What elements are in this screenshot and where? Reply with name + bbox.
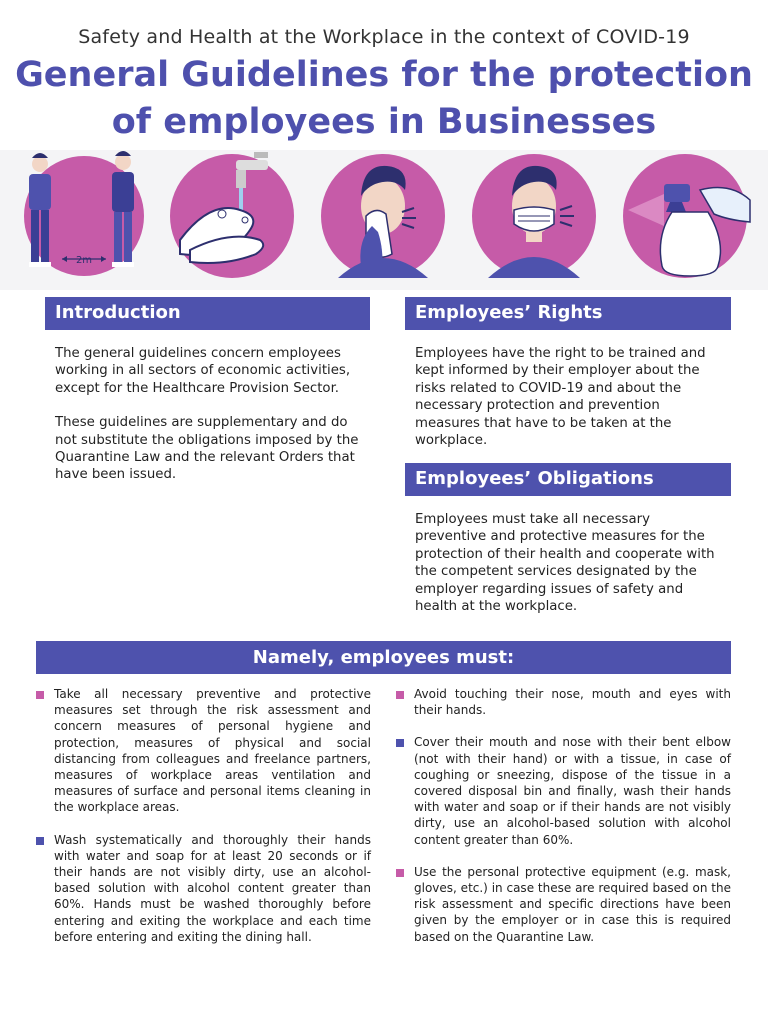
bullet-list-left	[36, 686, 371, 945]
list-item-text: Take all necessary preventive and protective measures set through the risk assessment and concern measures of personal hygiene and protection, measures of physical and social distancing from colleagues and freelance partners, measures of workplace areas ventilation and measures of surface and personal items cleaning in the workplace areas.	[54, 687, 371, 815]
rights-heading: Employees’ Rights	[405, 297, 731, 330]
list-item-text: Avoid touching their nose, mouth and eyes with their hands.	[414, 687, 731, 718]
obligations-text	[415, 511, 725, 632]
list-item	[36, 832, 371, 945]
bullet-square-icon	[396, 739, 404, 747]
subtitle: Safety and Health at the Workplace in the context of COVID-19	[78, 26, 690, 48]
title-line-1: General Guidelines for the protection	[15, 55, 753, 95]
list-item	[36, 686, 371, 816]
bullet-square-icon	[396, 869, 404, 877]
list-item	[396, 686, 731, 718]
introduction-heading: Introduction	[45, 297, 370, 330]
rights-paragraph: Employees have the right to be trained and kept informed by their employer about the risks related to COVID-19 and about the necessary protection and prevention measures that have to be taken at the workplace.	[415, 346, 706, 449]
introduction-paragraph: The general guidelines concern employees working in all sectors of economic activities, except for the Healthcare Provision Sector.	[55, 346, 351, 396]
list-item	[396, 864, 731, 945]
obligations-heading: Employees’ Obligations	[405, 463, 731, 496]
introduction-paragraph: These guidelines are supplementary and do not substitute the obligations imposed by the Quarantine Law and the relevant Orders that have been issued.	[55, 415, 359, 483]
rights-text	[415, 345, 725, 466]
title-line-2: of employees in Businesses	[111, 102, 657, 142]
introduction-text	[55, 345, 365, 501]
distance-label: 2m	[75, 255, 93, 266]
list-item-text: Cover their mouth and nose with their bent elbow (not with their hand) or with a tissue, in case of coughing or sneezing, dispose of the tissue in a covered disposal bin and finally, wash their hands with water and soap or if their hands are not visibly dirty, use an alcohol-based solution with alcohol content greater than 60%.	[414, 735, 731, 847]
list-item	[396, 734, 731, 847]
cover-sneeze-icon	[321, 154, 445, 278]
bullet-square-icon	[36, 837, 44, 845]
obligations-paragraph: Employees must take all necessary preventive and protective measures for the protection of their health and cooperate with the competent services designated by the employer regarding issues of safety and health at the workplace.	[415, 512, 715, 615]
namely-heading: Namely, employees must:	[36, 641, 731, 674]
face-mask-icon	[472, 154, 596, 278]
list-item-text: Wash systematically and thoroughly their hands with water and soap for at least 20 seconds or if their hands are not visibly dirty, use an alcohol-based solution with alcohol content greater than 60%. Hands must be washed thoroughly before entering and exiting the workplace and each time before entering and exiting the dining hall.	[54, 832, 371, 944]
icon-strip	[0, 150, 768, 290]
bullet-list-right	[396, 686, 731, 945]
page-title	[0, 52, 768, 146]
bullet-square-icon	[396, 691, 404, 699]
bullet-square-icon	[36, 691, 44, 699]
list-item-text: Use the personal protective equipment (e.g. mask, gloves, etc.) in case these are required based on the risk assessment and specific directions have been given by the employer or in case this is required based on the Quarantine Law.	[414, 864, 731, 944]
